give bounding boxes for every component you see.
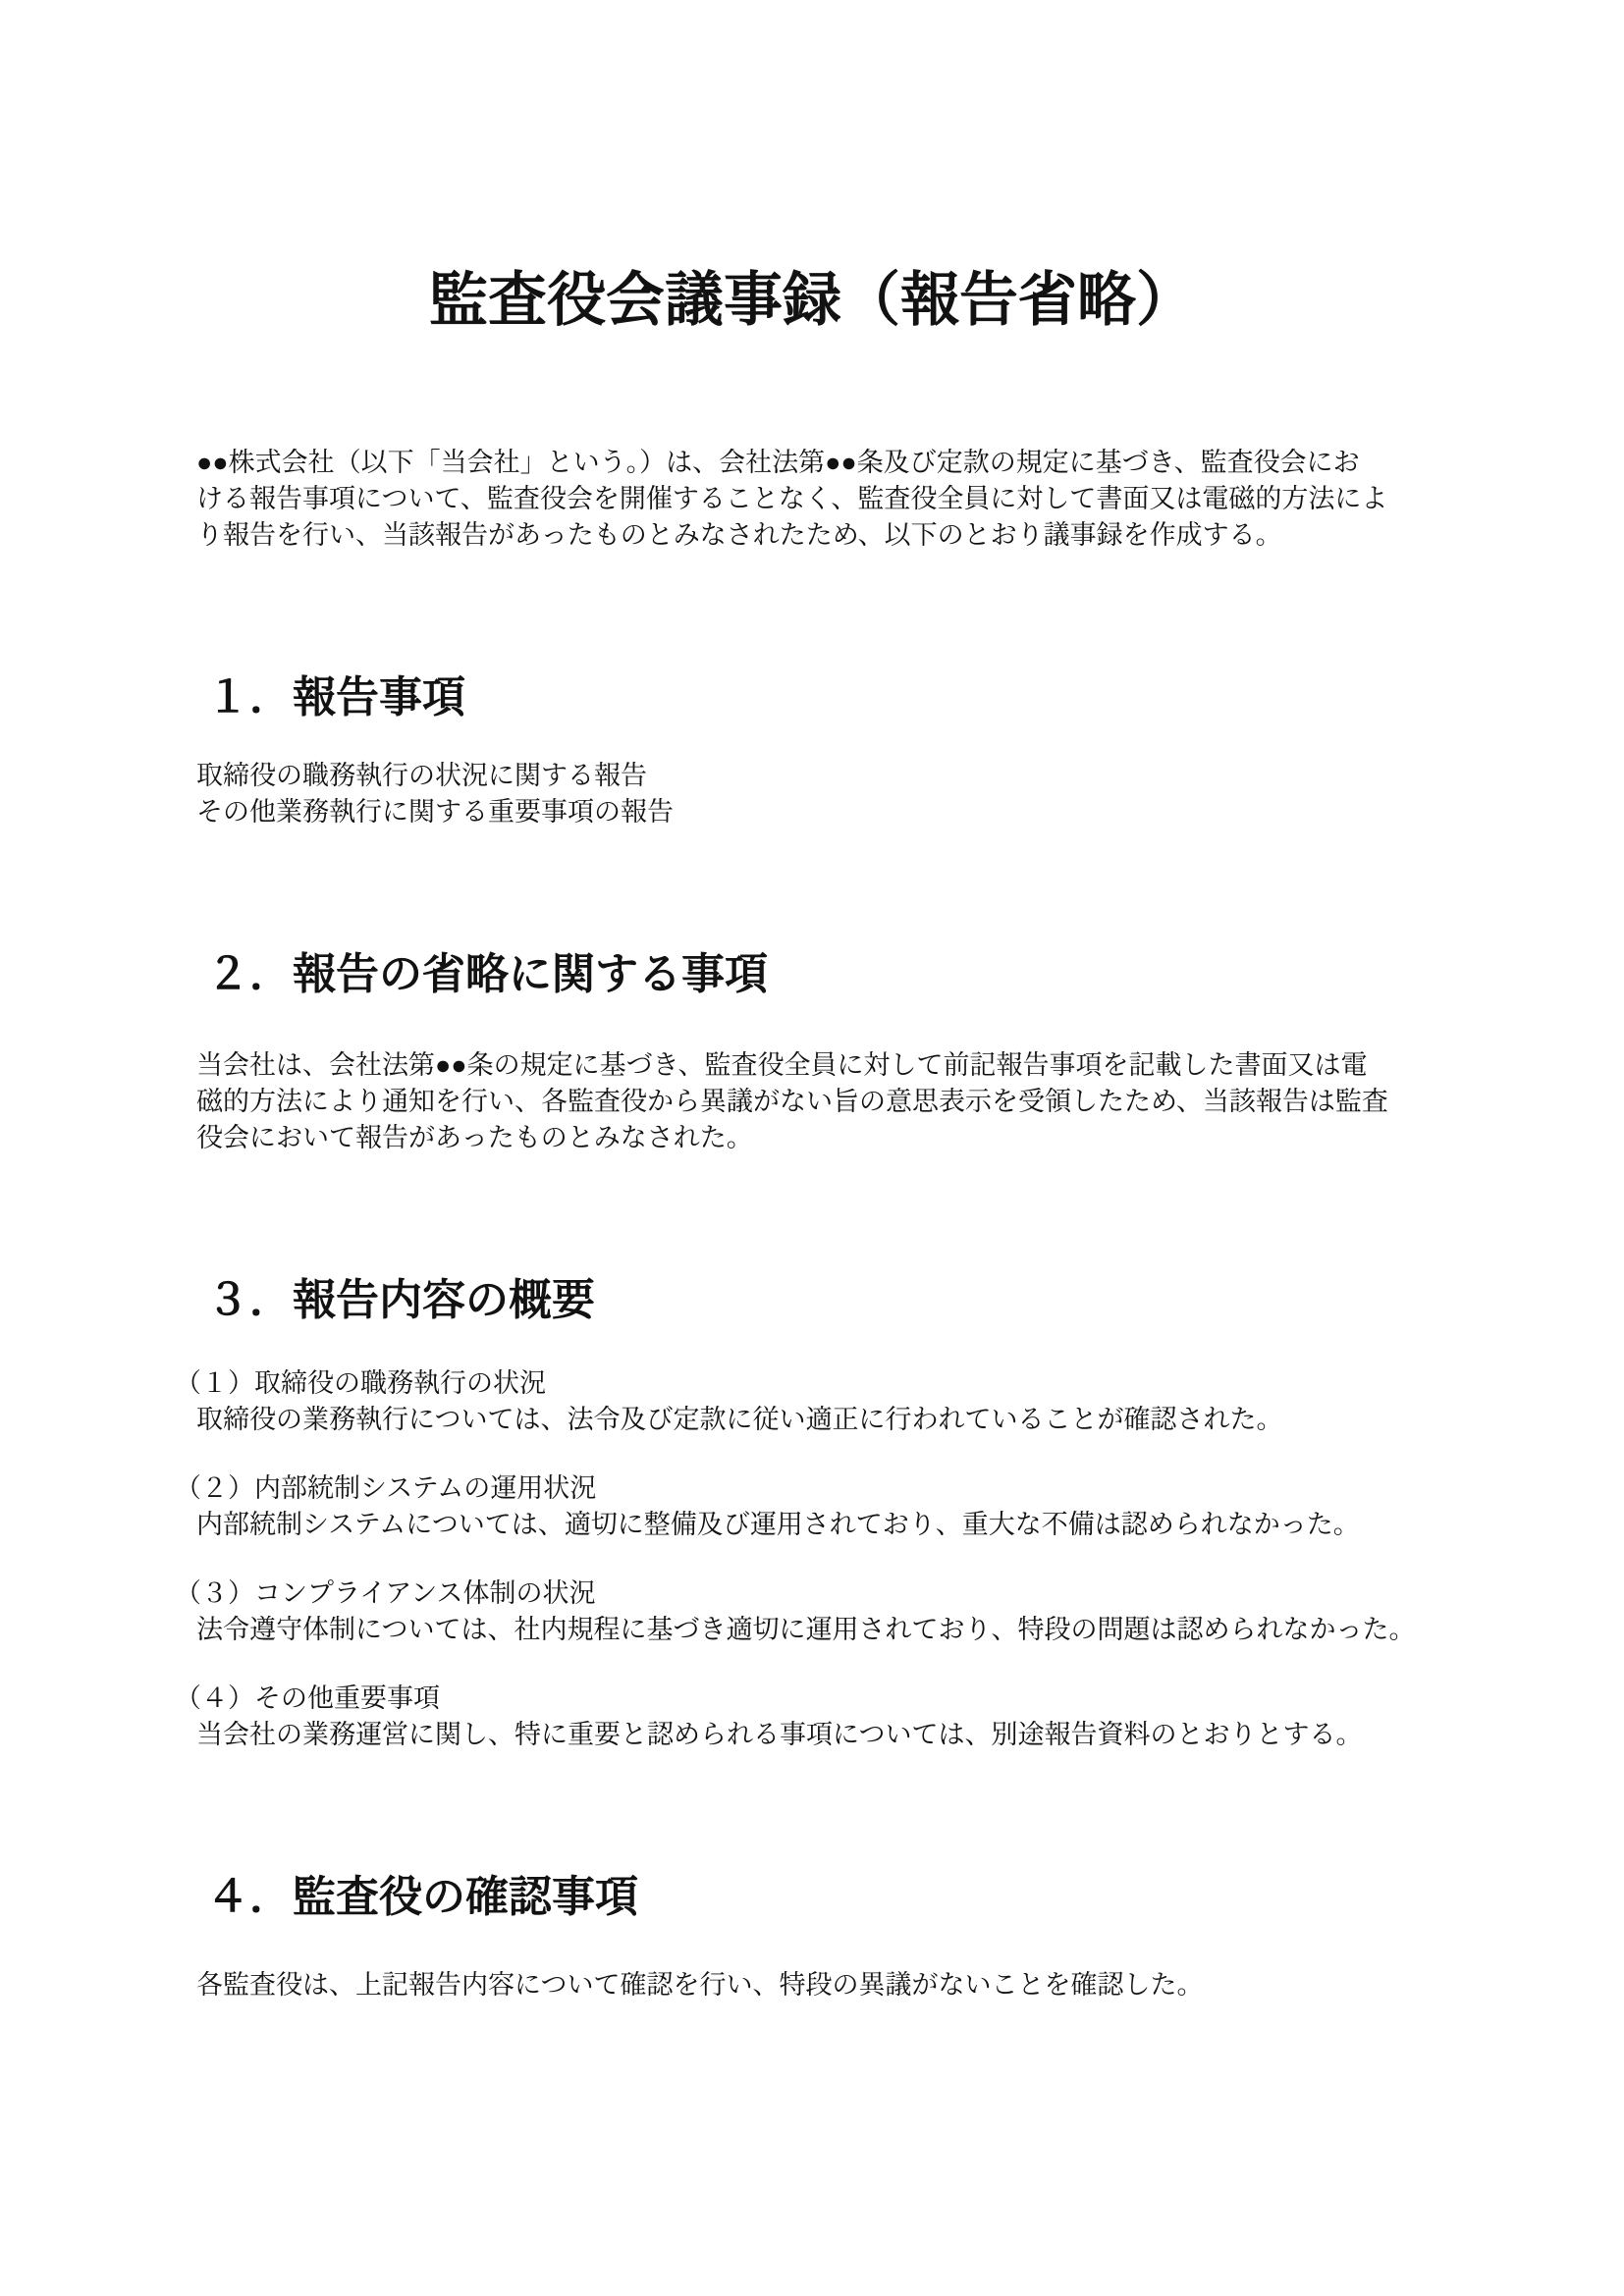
section-report-omission [196,949,1428,1156]
section-1-body [196,758,1428,830]
section-report-items [196,672,1428,830]
section-auditor-confirmation [196,1872,1428,2003]
page-title: 監査役会議事録（報告省略） [429,267,1195,333]
section-report-summary [175,1275,1428,1753]
section-4-heading: ４．監査役の確認事項 [206,1873,638,1921]
omission-line-3: 役会において報告があったものとみなされた。 [196,1123,753,1152]
intro-paragraph [196,445,1428,554]
report-item-line-1: 取締役の職務執行の状況に関する報告 [196,761,647,790]
report-item-line-2: その他業務執行に関する重要事項の報告 [196,797,674,827]
omission-line-2: 磁的方法により通知を行い、各監査役から異議がない旨の意思表示を受領したため、当該報告は監査 [196,1087,1388,1116]
intro-line-2: ける報告事項について、監査役会を開催することなく、監査役全員に対して書面又は電磁的方法によ [196,484,1388,513]
section-1-heading: １．報告事項 [206,673,465,721]
omission-line-1: 当会社は、会社法第●●条の規定に基づき、監査役全員に対して前記報告事項を記載した書面又は電 [196,1050,1368,1080]
document-body [175,445,1428,2003]
summary-item-4-text: 当会社の業務運営に関し、特に重要と認められる事項については、別途報告資料のとおりとする。 [196,1720,1363,1749]
summary-item-3 [175,1575,1428,1648]
confirmation-line-1: 各監査役は、上記報告内容について確認を行い、特段の異議がないことを確認した。 [196,1970,1204,2000]
summary-item-1-text: 取締役の業務執行については、法令及び定款に従い適正に行われていることが確認された。 [196,1405,1283,1434]
intro-line-3: り報告を行い、当該報告があったものとみなされたため、以下のとおり議事録を作成する。 [196,520,1282,550]
summary-item-1 [175,1365,1428,1438]
summary-item-4 [175,1681,1428,1753]
section-4-body [196,1967,1428,2003]
section-3-heading: ３．報告内容の概要 [206,1276,595,1324]
section-2-body [196,1047,1428,1156]
intro-line-1: ●●株式会社（以下「当会社」という。）は、会社法第●●条及び定款の規定に基づき、監査役会にお [196,448,1360,477]
summary-item-4-label: （４）その他重要事項 [175,1683,440,1713]
summary-item-3-text: 法令遵守体制については、社内規程に基づき適切に運用されており、特段の問題は認められなかった。 [196,1615,1416,1644]
summary-item-2-label: （２）内部統制システムの運用状況 [175,1473,597,1503]
summary-item-1-label: （１）取締役の職務執行の状況 [175,1368,546,1398]
section-2-heading: ２．報告の省略に関する事項 [206,950,768,998]
summary-item-2 [175,1470,1428,1543]
summary-item-2-text: 内部統制システムについては、適切に整備及び運用されており、重大な不備は認められなかった。 [196,1510,1360,1539]
summary-item-3-label: （３）コンプライアンス体制の状況 [175,1578,596,1608]
